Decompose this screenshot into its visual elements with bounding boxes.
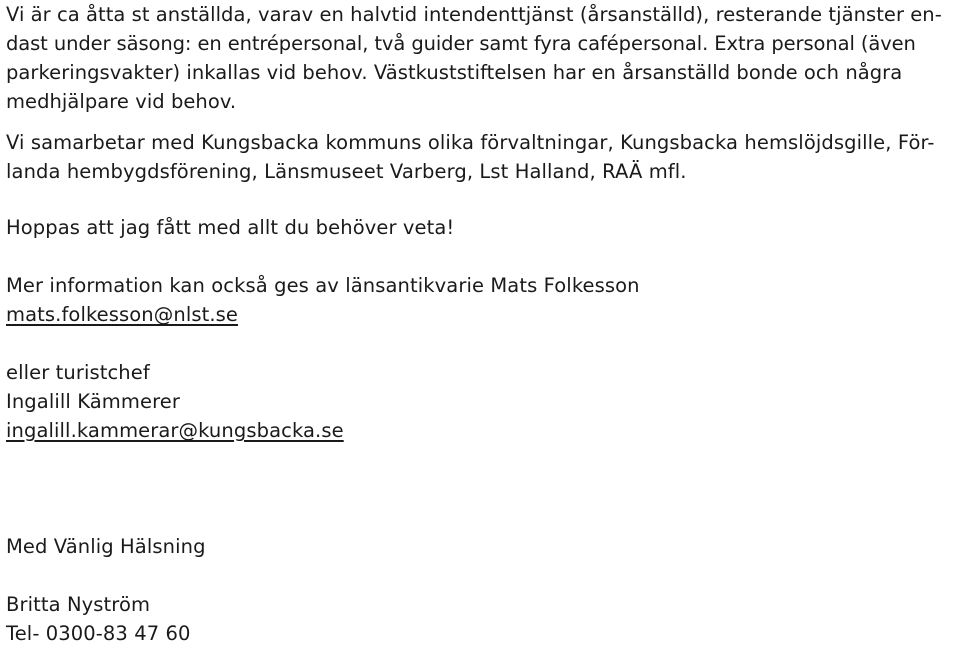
contact2-email-line — [6, 416, 344, 445]
staff-line-2: dast under säsong: en entrépersonal, två guider samt fyra cafépersonal. Extra personal (även — [6, 32, 916, 55]
partners-line-1: Vi samarbetar med Kungsbacka kommuns olika förvaltningar, Kungsbacka hemslöjdsgille, För- — [6, 131, 935, 154]
staff-line-1: Vi är ca åtta st anställda, varav en halvtid intendenttjänst (årsanställd), resterande tjänster en- — [6, 3, 942, 26]
staff-line-3: parkeringsvakter) inkallas vid behov. Västkuststiftelsen har en årsanställd bonde och några — [6, 61, 903, 84]
greeting-text: Med Vänlig Hälsning — [6, 535, 206, 558]
hope-text: Hoppas att jag fått med allt du behöver veta! — [6, 216, 455, 239]
signature — [6, 590, 191, 648]
partners-paragraph — [6, 128, 934, 186]
contact2-name: Ingalill Kämmerer — [6, 390, 180, 413]
staff-paragraph — [6, 0, 942, 116]
signer-phone: Tel- 0300-83 47 60 — [6, 622, 191, 645]
greeting — [6, 532, 206, 561]
contact1-email-line — [6, 300, 640, 329]
contact2-email-link[interactable]: ingalill.kammerar@kungsbacka.se — [6, 419, 344, 442]
signer-name: Britta Nyström — [6, 593, 151, 616]
closing-hope — [6, 213, 454, 242]
contact2-info — [6, 358, 344, 445]
contact1-email-link[interactable]: mats.folkesson@nlst.se — [6, 303, 239, 326]
staff-line-4: medhjälpare vid behov. — [6, 90, 237, 113]
or-label: eller turistchef — [6, 361, 150, 384]
contact-info — [6, 271, 640, 329]
partners-line-2: landa hembygdsförening, Länsmuseet Varberg, Lst Halland, RAÄ mfl. — [6, 160, 687, 183]
more-info-text: Mer information kan också ges av länsantikvarie Mats Folkesson — [6, 274, 640, 297]
